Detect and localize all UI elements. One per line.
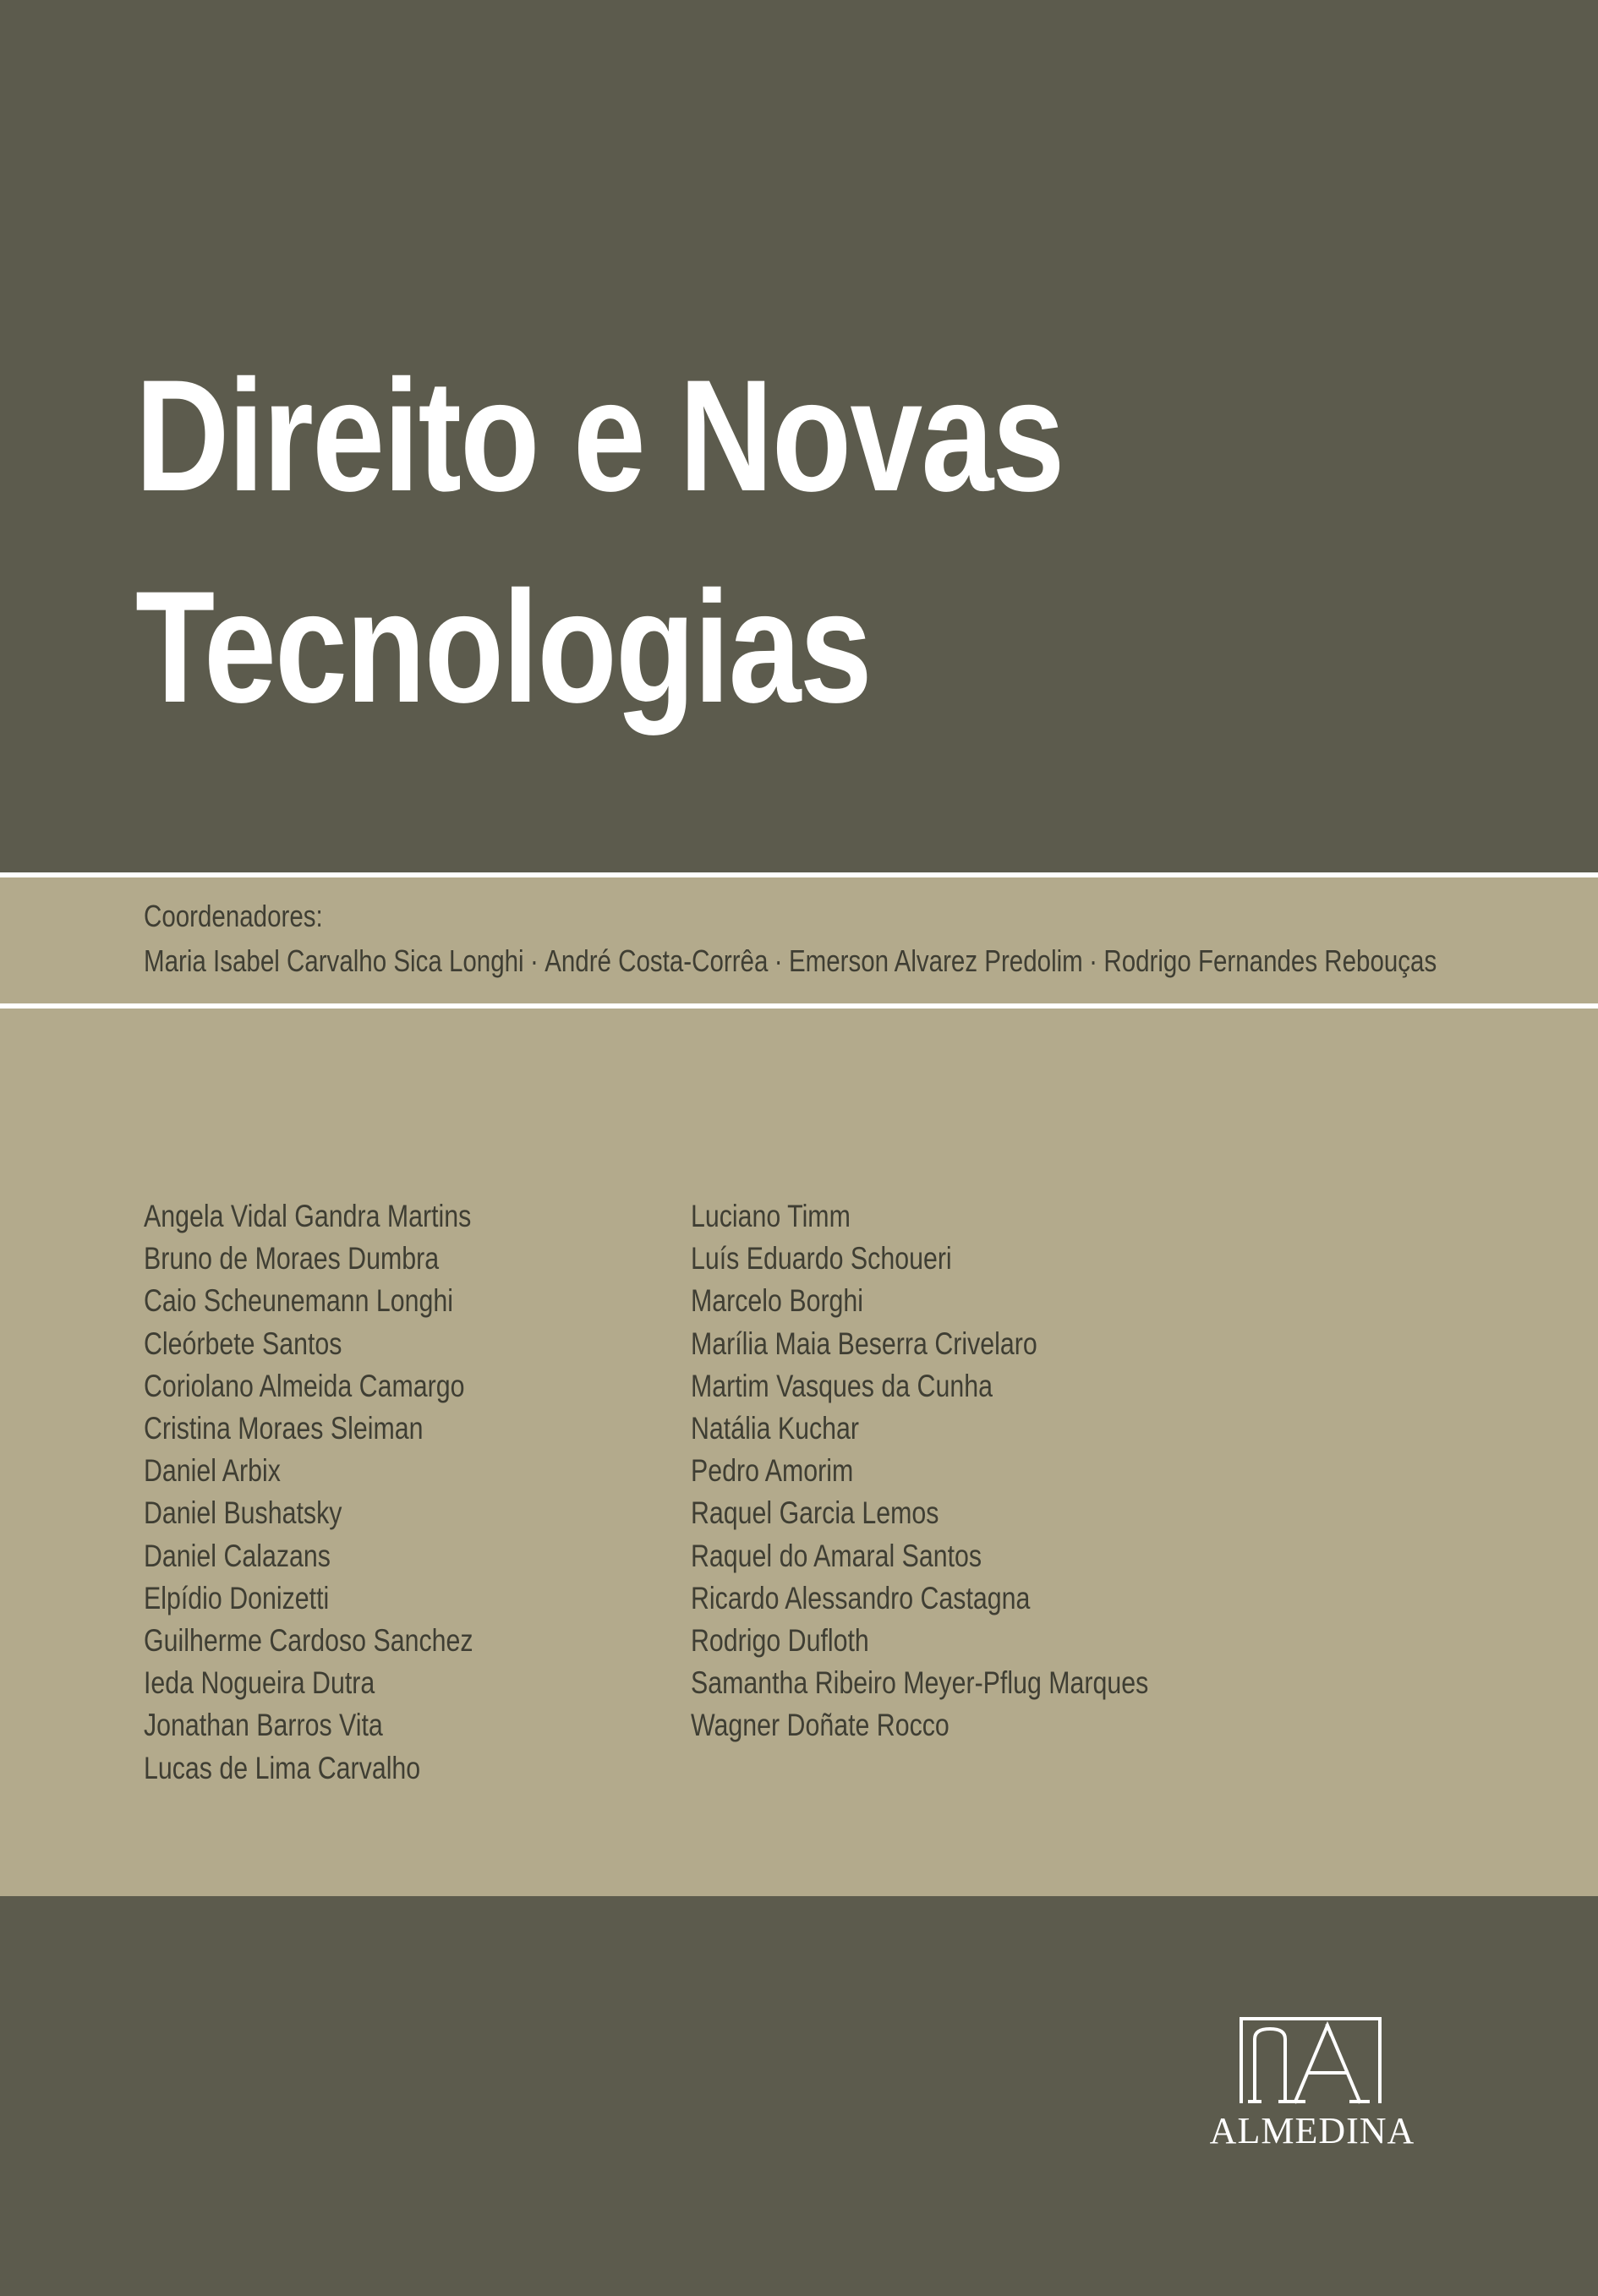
authors-column-1 [144,1195,473,1790]
book-title [135,330,1064,752]
coordinators-label: Coordenadores: [144,899,323,933]
author-name: Wagner Doñate Rocco [691,1708,949,1743]
book-title-line-1: Direito e Novas [135,347,1064,524]
coordinator-name: Emerson Alvarez Predolim [788,943,1083,978]
coordinator-name: André Costa-Corrêa [545,943,769,978]
author-name: Samantha Ribeiro Meyer-Pflug Marques [691,1665,1149,1701]
author-name: Elpídio Donizetti [144,1580,330,1615]
almedina-na-monogram-icon [1236,2010,1388,2105]
author-name: Caio Scheunemann Longhi [144,1283,454,1319]
author-name: Cleórbete Santos [144,1326,342,1361]
coordinator-name: Rodrigo Fernandes Rebouças [1103,943,1437,978]
author-name: Daniel Arbix [144,1453,281,1489]
publisher-name: ALMEDINA [1209,2110,1415,2151]
author-name: Luciano Timm [691,1199,851,1233]
author-name: Marília Maia Beserra Crivelaro [691,1326,1037,1361]
book-title-line-2: Tecnologias [135,558,871,735]
author-name: Lucas de Lima Carvalho [144,1750,421,1785]
author-name: Coriolano Almeida Camargo [144,1368,465,1403]
authors-column-2 [691,1195,1148,1747]
author-name: Rodrigo Dufloth [691,1623,869,1659]
author-name: Pedro Amorim [691,1453,854,1489]
author-name: Natália Kuchar [691,1411,860,1446]
author-name: Daniel Bushatsky [144,1495,342,1531]
author-name: Cristina Moraes Sleiman [144,1411,424,1446]
author-name: Angela Vidal Gandra Martins [144,1199,472,1233]
coordinator-name: Maria Isabel Carvalho Sica Longhi [144,943,524,978]
coordinators-names [144,943,1437,979]
author-name: Ricardo Alessandro Castagna [691,1580,1031,1615]
author-name: Daniel Calazans [144,1538,331,1573]
author-name: Jonathan Barros Vita [144,1708,383,1743]
author-name: Luís Eduardo Schoueri [691,1241,952,1276]
coordinators-band [0,877,1598,1003]
publisher-logo [1194,2010,1431,2158]
name-separator: · [529,943,539,978]
author-name: Marcelo Borghi [691,1283,864,1319]
author-name: Ieda Nogueira Dutra [144,1665,375,1701]
author-name: Bruno de Moraes Dumbra [144,1241,440,1276]
author-name: Martim Vasques da Cunha [691,1368,993,1403]
author-name: Guilherme Cardoso Sanchez [144,1623,473,1659]
author-name: Raquel Garcia Lemos [691,1495,939,1531]
name-separator: · [774,943,783,978]
name-separator: · [1089,943,1097,978]
author-name: Raquel do Amaral Santos [691,1538,982,1573]
